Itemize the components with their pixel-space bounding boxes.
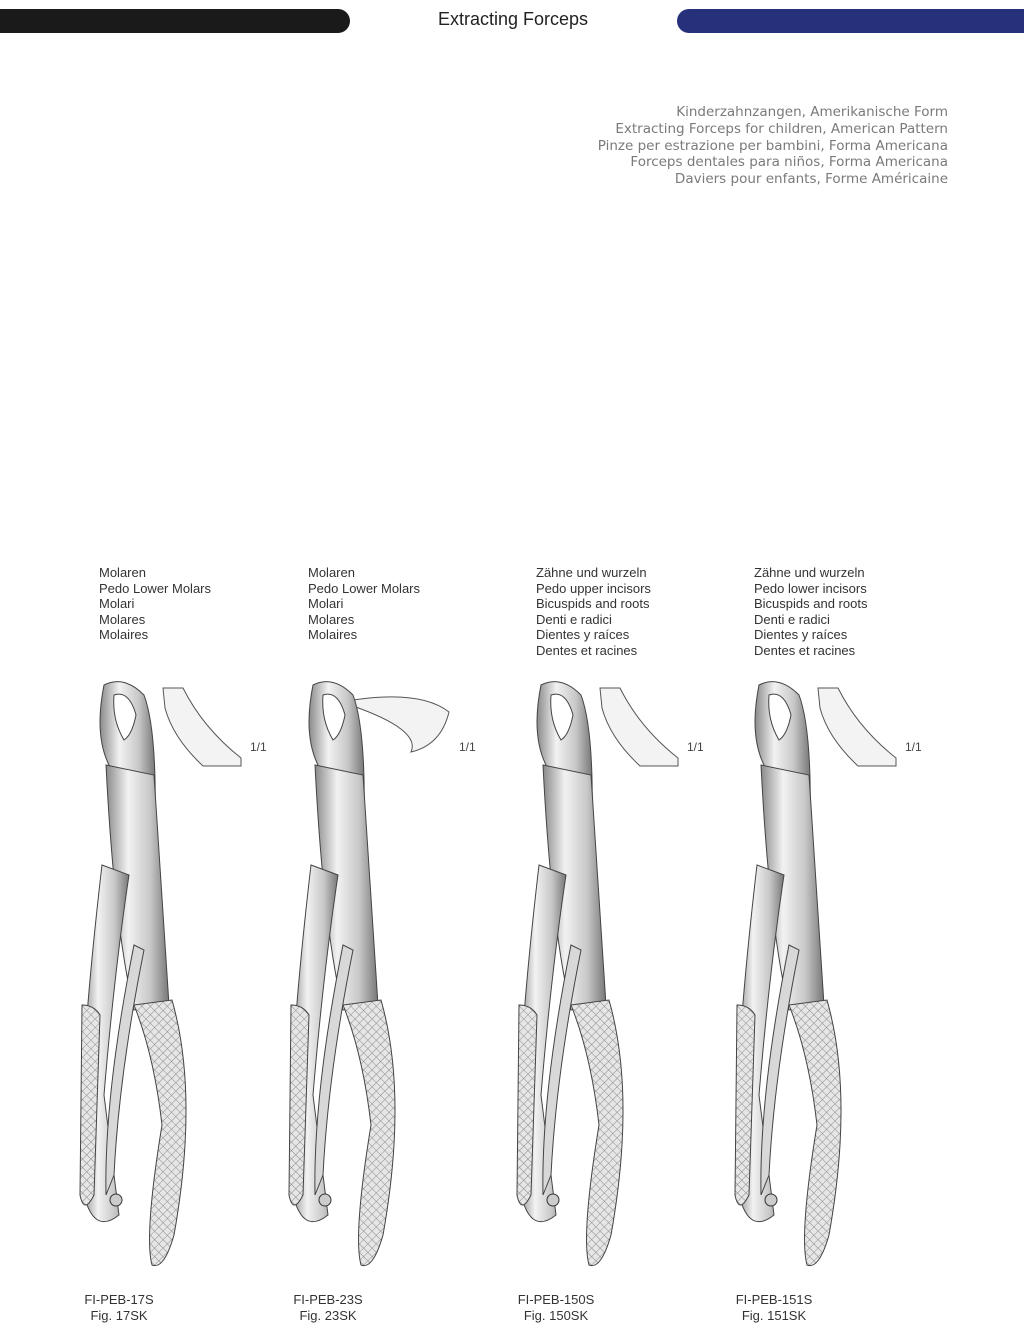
subtitle-it: Pinze per estrazione per bambini, Forma Americana [597, 137, 948, 154]
subtitle-en: Extracting Forceps for children, American Pattern [615, 120, 948, 137]
description-line: Pedo Lower Molars [308, 580, 420, 596]
subtitle-fr: Daviers pour enfants, Forme Américaine [674, 171, 948, 188]
subtitle-block [598, 104, 948, 188]
forceps-illustration [729, 675, 869, 1275]
product-code-block [258, 1292, 398, 1324]
header-bar-black [0, 9, 350, 33]
description-line: Dentes et racines [754, 642, 856, 658]
figure-number: Fig. 150SK [523, 1308, 589, 1323]
product-code-block [704, 1292, 844, 1324]
description-line: Zähne und wurzeln [536, 565, 647, 580]
description-line: Molaires [99, 627, 149, 642]
figure-number: Fig. 23SK [299, 1308, 357, 1323]
product-description [536, 565, 651, 658]
product-code-block [49, 1292, 189, 1324]
description-line: Pedo lower incisors [754, 580, 867, 596]
description-line: Dientes y raíces [536, 627, 630, 642]
description-line: Molares [308, 611, 355, 627]
subtitle-es: Forceps dentales para niños, Forma Americana [630, 154, 948, 171]
product-code: FI-PEB-17S [84, 1292, 154, 1307]
product-code: FI-PEB-151S [735, 1292, 813, 1307]
product-code: FI-PEB-23S [293, 1292, 363, 1307]
product-description [99, 565, 211, 643]
description-line: Bicuspids and roots [754, 596, 868, 611]
scale-label: 1/1 [905, 740, 922, 754]
figure-number: Fig. 17SK [90, 1308, 148, 1323]
description-line: Molaren [308, 565, 355, 580]
description-line: Denti e radici [754, 611, 830, 627]
forceps-illustration [74, 675, 214, 1275]
forceps-illustration [511, 675, 651, 1275]
description-line: Pedo upper incisors [536, 580, 651, 596]
product-code-block [486, 1292, 626, 1324]
description-line: Dientes y raíces [754, 627, 848, 642]
description-line: Dentes et racines [536, 642, 638, 658]
description-line: Molari [99, 596, 135, 611]
scale-label: 1/1 [687, 740, 704, 754]
product-code: FI-PEB-150S [517, 1292, 595, 1307]
product-description [754, 565, 867, 658]
forceps-illustration [283, 675, 423, 1275]
subtitle-de: Kinderzahnzangen, Amerikanische Form [676, 104, 948, 120]
description-line: Molaren [99, 565, 146, 580]
description-line: Molari [308, 596, 344, 611]
scale-label: 1/1 [459, 740, 476, 754]
figure-number: Fig. 151SK [741, 1308, 807, 1323]
scale-label: 1/1 [250, 740, 267, 754]
description-line: Zähne und wurzeln [754, 565, 865, 580]
description-line: Molaires [308, 627, 358, 642]
description-line: Bicuspids and roots [536, 596, 650, 611]
page-title: Extracting Forceps [437, 9, 589, 29]
description-line: Denti e radici [536, 611, 612, 627]
description-line: Molares [99, 611, 146, 627]
header-bar-blue [677, 9, 1024, 33]
product-description [308, 565, 420, 643]
description-line: Pedo Lower Molars [99, 580, 211, 596]
